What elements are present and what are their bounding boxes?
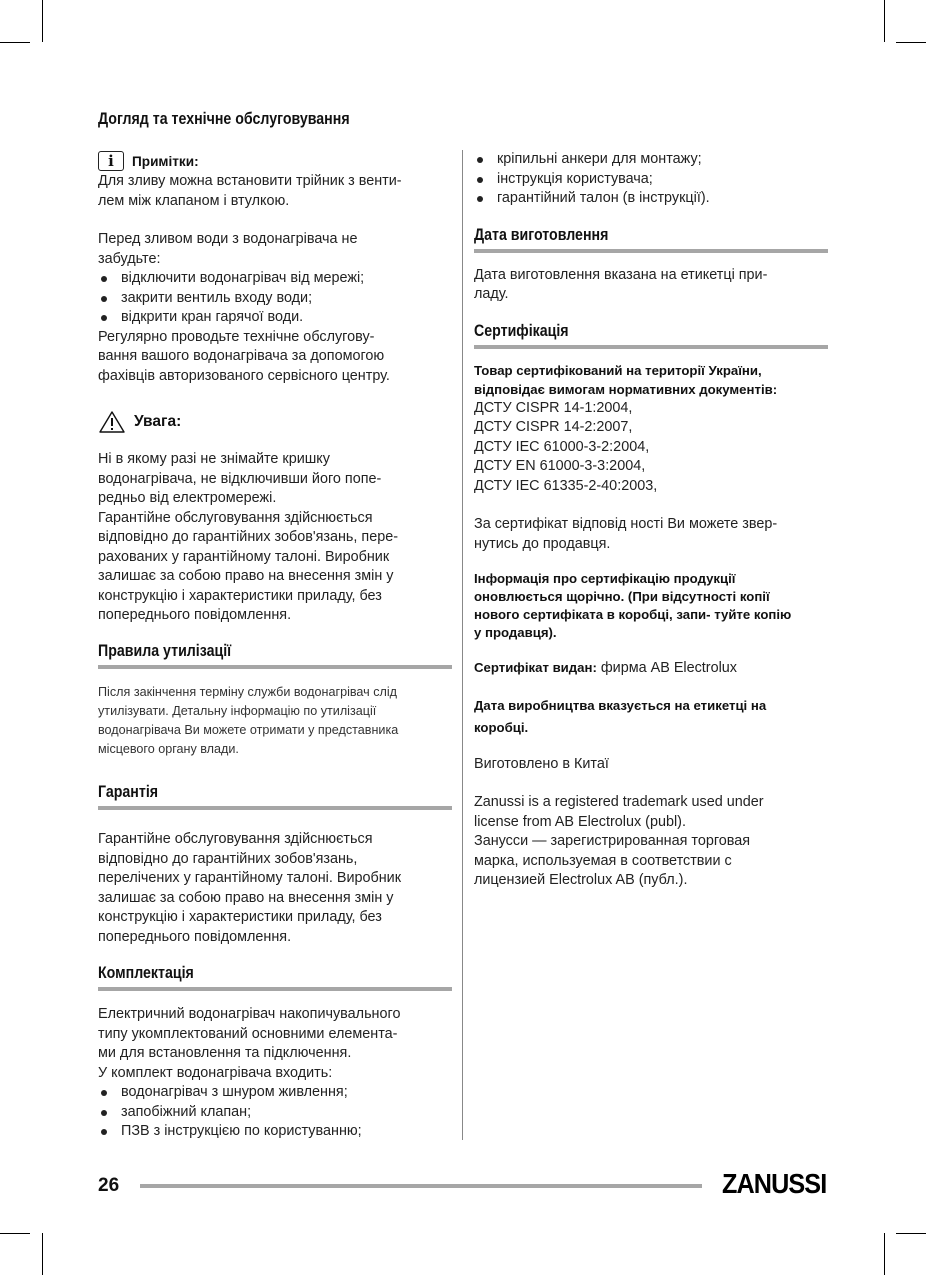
- kit-text: [98, 1005, 452, 1083]
- text-line: залишає за собою право на внесення змін у: [98, 889, 394, 906]
- text-line: оновлюється щорічно. (При відсутності копії: [474, 589, 770, 604]
- text-line: конструкцію і характеристики приладу, без: [98, 909, 382, 926]
- section-heading-manufacture-date: Дата виготовлення: [474, 225, 609, 244]
- text-line: лем між клапаном і втулкою.: [98, 192, 290, 209]
- trademark-text: [474, 793, 828, 891]
- text-line: місцевого органу влади.: [98, 742, 239, 757]
- page-number: 26: [98, 1175, 120, 1196]
- warning-label: Увага:: [134, 413, 182, 430]
- list-item: гарантійний талон (в інструкції).: [474, 189, 828, 209]
- contact-text: [474, 515, 828, 554]
- issuer-value: фирма AB Electrolux: [596, 660, 737, 676]
- list-item: інструкція користувача;: [474, 170, 828, 190]
- text-line: нового сертифіката в коробці, запи- туйте копію: [474, 607, 792, 622]
- text-line: нутись до продавця.: [474, 535, 611, 552]
- maintenance-text: [98, 328, 452, 387]
- crop-mark: [0, 1233, 30, 1234]
- brand-logo: ZANUSSI: [722, 1168, 827, 1199]
- disposal-text: [98, 683, 452, 760]
- list-item: запобіжний клапан;: [98, 1103, 452, 1123]
- text-line: коробці.: [474, 719, 529, 735]
- text-line: Zanussi is a registered trademark used under: [474, 794, 764, 810]
- text-line: редньо від електромережі.: [98, 490, 277, 506]
- section-heading-disposal: Правила утилізації: [98, 641, 232, 660]
- text-line: забудьте:: [98, 250, 161, 267]
- text-line: відповідно до гарантійних зобов'язань, пере-: [98, 529, 399, 545]
- crop-mark: [42, 1233, 43, 1275]
- date-note: [474, 695, 828, 739]
- text-line: Гарантійне обслуговування здійснюється: [98, 509, 373, 526]
- text-line: Регулярно проводьте технічне обслугову-: [98, 328, 375, 345]
- section-heading-warranty: Гарантія: [98, 783, 159, 802]
- list-item: закрити вентиль входу води;: [98, 289, 452, 309]
- left-column: [98, 150, 452, 1142]
- list-item: водонагрівач з шнуром живлення;: [98, 1083, 452, 1103]
- manufacture-date-text: [474, 266, 828, 305]
- warning-header: [98, 408, 452, 436]
- text-line: відповідно до гарантійних зобов'язань,: [98, 850, 358, 867]
- text-line: У комплект водонагрівача входить:: [98, 1064, 333, 1081]
- note-header: [98, 150, 452, 172]
- text-line: попереднього повідомлення.: [98, 607, 292, 623]
- issuer-label: Сертифікат видан:: [474, 660, 597, 675]
- made-in: Виготовлено в Китаї: [474, 755, 609, 772]
- text-line: Для зливу можна встановити трійник з венти-: [98, 173, 402, 189]
- warning-text: [98, 450, 452, 626]
- text-line: Дата виготовлення вказана на етикетці при-: [474, 266, 768, 283]
- text-line: Перед зливом води з водонагрівача не: [98, 231, 358, 247]
- kit-items: [98, 1083, 452, 1142]
- text-line: license from AB Electrolux (publ).: [474, 813, 686, 830]
- footer-rule: [140, 1184, 702, 1188]
- warning-icon: [98, 410, 126, 434]
- standards-list: [474, 399, 828, 497]
- text-line: Товар сертифікований на території України,: [474, 362, 762, 378]
- kit-items-continued: [474, 150, 828, 209]
- crop-mark: [0, 42, 30, 43]
- certification-statement: [474, 361, 828, 399]
- text-line: фахівців авторизованого сервісного центру.: [98, 367, 390, 384]
- crop-mark: [896, 1233, 926, 1234]
- list-item: ПЗВ з інструкцією по користуванню;: [98, 1122, 452, 1142]
- drain-steps: [98, 269, 452, 328]
- text-line: Інформація про сертифікацію продукції: [474, 571, 736, 586]
- text-line: Електричний водонагрівач накопичувального: [98, 1006, 401, 1023]
- crop-mark: [884, 1233, 885, 1275]
- standard-item: ДСТУ IEC 61000-3-2:2004,: [474, 438, 650, 455]
- crop-mark: [884, 0, 885, 42]
- text-line: марка, используемая в соответствии с: [474, 852, 732, 869]
- standard-item: ДСТУ CISPR 14-1:2004,: [474, 399, 633, 416]
- drain-intro: [98, 230, 452, 269]
- certificate-issuer: [474, 658, 828, 679]
- note-text: [98, 172, 452, 211]
- list-item: відключити водонагрівач від мережі;: [98, 269, 452, 289]
- text-line: у продавця).: [474, 625, 557, 640]
- standard-item: ДСТУ CISPR 14-2:2007,: [474, 419, 633, 435]
- text-line: ми для встановлення та підключення.: [98, 1045, 352, 1062]
- text-line: Гарантійне обслуговування здійснюється: [98, 831, 373, 848]
- text-line: типу укомплектований основними елемента-: [98, 1025, 398, 1042]
- standard-item: ДСТУ EN 61000-3-3:2004,: [474, 458, 646, 474]
- text-line: водонагрівача Ви можете отримати у представника: [98, 722, 399, 737]
- text-line: За сертифікат відповід ності Ви можете звер-: [474, 516, 778, 532]
- note-label: Примітки:: [132, 153, 199, 169]
- text-line: водонагрівача, не відключивши його попе-: [98, 470, 382, 487]
- section-heading-kit: Комплектація: [98, 964, 194, 983]
- page-title: Догляд та технічне обслуговування: [98, 110, 350, 128]
- text-line: відповідає вимогам нормативних документів:: [474, 381, 778, 397]
- column-divider: [462, 150, 463, 1140]
- info-icon: i: [98, 151, 124, 171]
- text-line: конструкцію і характеристики приладу, без: [98, 587, 382, 604]
- certification-info: [474, 570, 828, 642]
- text-line: утилізувати. Детальну інформацію по утилізації: [98, 703, 377, 718]
- standard-item: ДСТУ IEC 61335-2-40:2003,: [474, 477, 658, 494]
- list-item: кріпильні анкери для монтажу;: [474, 150, 828, 170]
- text-line: лицензией Electrolux AB (публ.).: [474, 872, 688, 888]
- text-line: залишає за собою право на внесення змін у: [98, 568, 394, 584]
- warranty-text: [98, 830, 452, 947]
- section-heading-certification: Сертифікація: [474, 321, 569, 340]
- text-line: Дата виробництва вказується на етикетці на: [474, 697, 767, 713]
- crop-mark: [896, 42, 926, 43]
- text-line: Ні в якому разі не знімайте кришку: [98, 451, 330, 467]
- text-line: вання вашого водонагрівача за допомогою: [98, 348, 385, 364]
- right-column: [474, 150, 828, 891]
- text-line: Занусси — зарегистрированная торговая: [474, 833, 751, 849]
- text-line: попереднього повідомлення.: [98, 928, 292, 945]
- text-line: рахованих у гарантійному талоні. Виробник: [98, 548, 390, 565]
- list-item: відкрити кран гарячої води.: [98, 308, 452, 328]
- text-line: ладу.: [474, 286, 509, 302]
- crop-mark: [42, 0, 43, 42]
- text-line: перелічених у гарантійному талоні. Виробник: [98, 870, 402, 887]
- text-line: Після закінчення терміну служби водонагрівач слід: [98, 684, 397, 699]
